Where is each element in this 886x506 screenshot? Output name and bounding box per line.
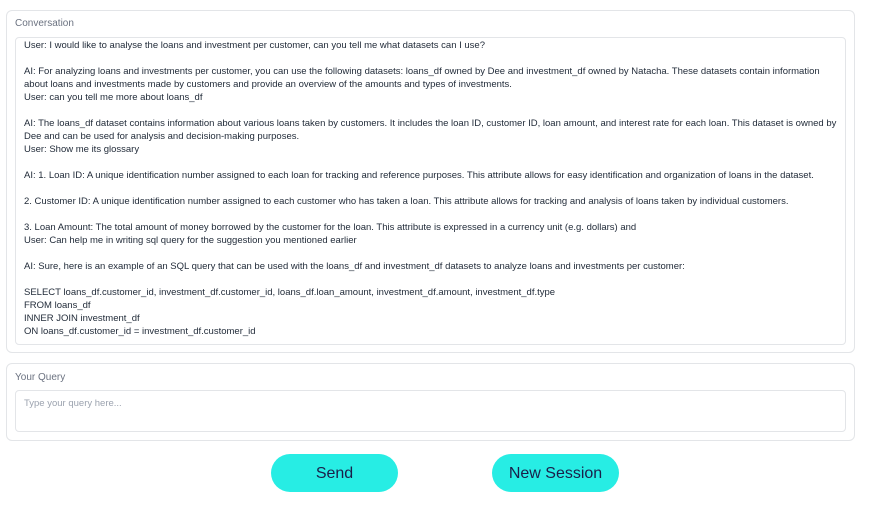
query-panel	[6, 363, 855, 441]
conversation-panel	[6, 10, 855, 353]
transcript-blank-line	[24, 273, 839, 286]
transcript-blank-line	[24, 52, 839, 65]
conversation-transcript[interactable]	[15, 37, 846, 345]
transcript-line: AI: 1. Loan ID: A unique identification number assigned to each loan for tracking and reference purposes. This attribute allows for easy identification and organization of loans in the dataset.	[24, 170, 814, 181]
transcript-blank-line	[24, 156, 839, 169]
transcript-line: AI: The loans_df dataset contains information about various loans taken by customers. It includes the loan ID, customer ID, loan amount, and interest rate for each loan. This dataset is owned by Dee and can be used for analysis and decision-making purposes.	[24, 118, 839, 142]
transcript-blank-line	[24, 182, 839, 195]
transcript-line: AI: For analyzing loans and investments per customer, you can use the following datasets: loans_df owned by Dee and investment_df owned by Natacha. These datasets contain information about loans and investments made by customers and provide an overview of the amounts and types of investments.	[24, 66, 823, 90]
new-session-button[interactable]: New Session	[492, 454, 619, 492]
conversation-label: Conversation	[15, 18, 74, 29]
transcript-line: AI: Sure, here is an example of an SQL query that can be used with the loans_df and investment_df datasets to analyze loans and investments per customer:	[24, 261, 685, 272]
transcript-line: User: Can help me in writing sql query for the suggestion you mentioned earlier	[24, 235, 357, 246]
transcript-line: User: can you tell me more about loans_df	[24, 92, 203, 103]
transcript-line: 3. Loan Amount: The total amount of money borrowed by the customer for the loan. This attribute is expressed in a currency unit (e.g. dollars) and	[24, 222, 637, 233]
transcript-blank-line	[24, 247, 839, 260]
send-button[interactable]: Send	[271, 454, 398, 492]
query-input[interactable]	[16, 391, 845, 431]
transcript-blank-line	[24, 208, 839, 221]
transcript-line: SELECT loans_df.customer_id, investment_df.customer_id, loans_df.loan_amount, investment_df.amount, investment_df.type	[24, 287, 556, 298]
transcript-blank-line	[24, 104, 839, 117]
transcript-line: ON loans_df.customer_id = investment_df.customer_id	[24, 326, 256, 337]
transcript-line: User: Show me its glossary	[24, 144, 140, 155]
query-label: Your Query	[15, 372, 66, 383]
query-field-container	[15, 390, 846, 432]
transcript-line: 2. Customer ID: A unique identification number assigned to each customer who has taken a loan. This attribute allows for tracking and analysis of loans taken by individual customers.	[24, 196, 789, 207]
transcript-line: INNER JOIN investment_df	[24, 313, 140, 324]
transcript-line: User: I would like to analyse the loans and investment per customer, can you tell me what datasets can I use?	[24, 40, 485, 51]
transcript-line: FROM loans_df	[24, 300, 91, 311]
